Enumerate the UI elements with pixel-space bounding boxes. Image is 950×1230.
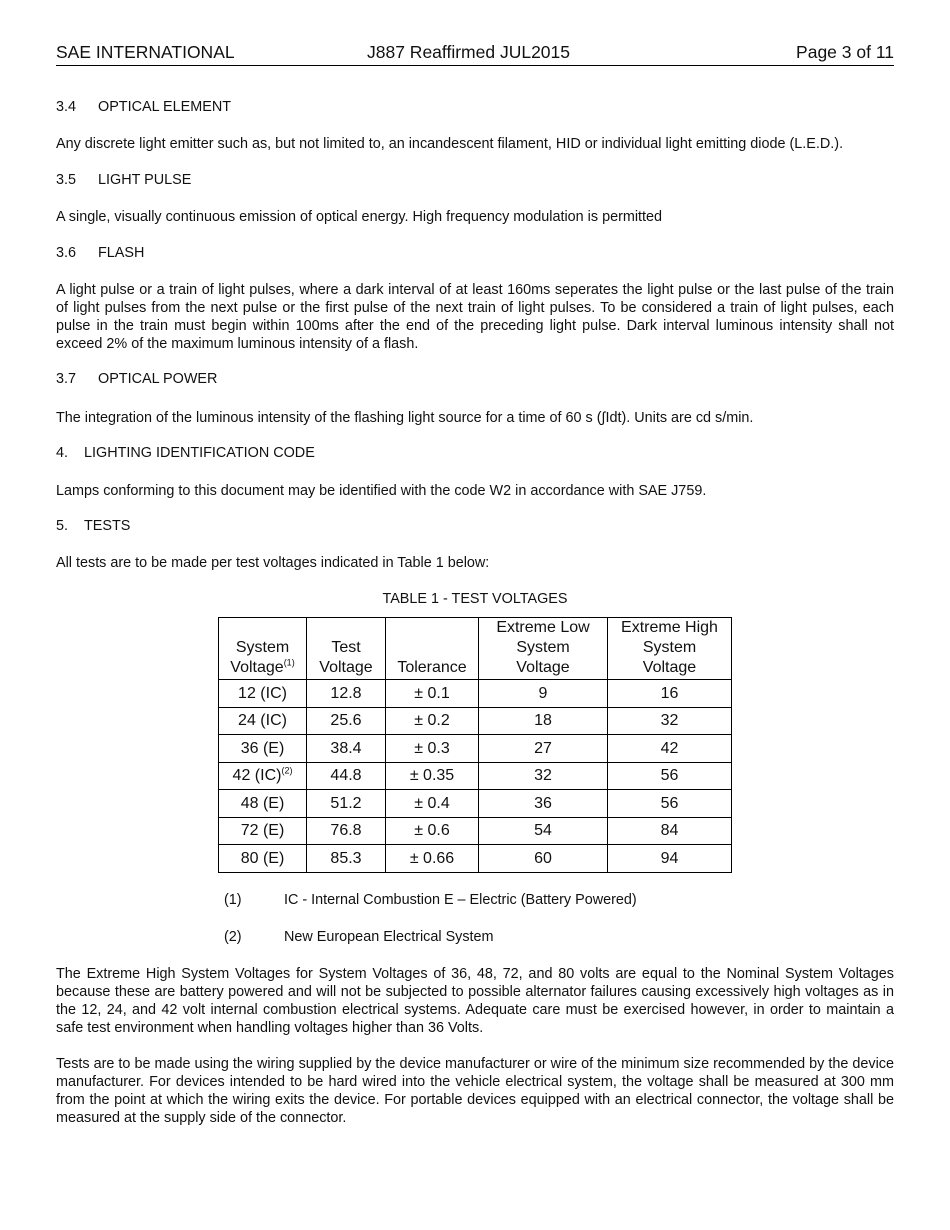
section-3-6-heading bbox=[56, 244, 144, 262]
section-number: 4. bbox=[56, 445, 69, 461]
section-title: TESTS bbox=[84, 518, 131, 534]
cell-system-voltage: 72 (E) bbox=[219, 817, 307, 845]
section-3-5-heading bbox=[56, 171, 191, 189]
cell-tolerance: ± 0.66 bbox=[386, 845, 479, 873]
section-number: 3.7 bbox=[56, 371, 77, 387]
section-number: 5. bbox=[56, 518, 69, 534]
header-doc-id: J887 Reaffirmed JUL2015 bbox=[367, 42, 570, 62]
cell-extreme-high: 56 bbox=[608, 790, 732, 818]
table-row bbox=[219, 707, 732, 735]
table-row bbox=[219, 762, 732, 790]
col-header-test-voltage: Test Voltage bbox=[307, 618, 386, 680]
section-title: LIGHTING IDENTIFICATION CODE bbox=[84, 445, 315, 461]
cell-test-voltage: 38.4 bbox=[307, 735, 386, 763]
section-3-4-heading bbox=[56, 98, 231, 116]
page-header bbox=[56, 43, 894, 66]
cell-tolerance: ± 0.35 bbox=[386, 762, 479, 790]
cell-system-voltage: 42 (IC)$^{(2)}$ bbox=[219, 762, 307, 790]
cell-system-voltage: 12 (IC) bbox=[219, 680, 307, 708]
section-number: 3.6 bbox=[56, 245, 77, 261]
table-note-2 bbox=[224, 928, 494, 946]
cell-tolerance: ± 0.3 bbox=[386, 735, 479, 763]
table-row bbox=[219, 735, 732, 763]
cell-system-voltage: 24 (IC) bbox=[219, 707, 307, 735]
cell-extreme-high: 84 bbox=[608, 817, 732, 845]
cell-tolerance: ± 0.6 bbox=[386, 817, 479, 845]
extreme-voltage-paragraph: The Extreme High System Voltages for System Voltages of 36, 48, 72, and 80 volts are equal to the Nominal System Voltages because these are battery powered and will not be subjected to possible alternator failures causing excessively high voltages as in the 12, 24, and 42 volt internal combustion electrical systems. Adequate care must be exercised however, in order to maintain a safe test environment when handling voltages higher than 36 Volts. bbox=[56, 966, 894, 1036]
col-header-tolerance: Tolerance bbox=[386, 618, 479, 680]
cell-extreme-low: 32 bbox=[479, 762, 608, 790]
section-title: FLASH bbox=[98, 245, 145, 261]
note-number: (2) bbox=[224, 929, 242, 945]
section-3-7-body: The integration of the luminous intensity of the flashing light source for a time of 60 s (∫Idt). Units are cd s/min. bbox=[56, 410, 754, 426]
cell-extreme-high: 94 bbox=[608, 845, 732, 873]
cell-extreme-high: 32 bbox=[608, 707, 732, 735]
table-row bbox=[219, 680, 732, 708]
cell-extreme-high: 56 bbox=[608, 762, 732, 790]
section-5-heading bbox=[56, 517, 130, 535]
table-note-1 bbox=[224, 891, 637, 909]
cell-extreme-low: 27 bbox=[479, 735, 608, 763]
section-4-body: Lamps conforming to this document may be identified with the code W2 in accordance with SAE J759. bbox=[56, 483, 707, 499]
section-number: 3.5 bbox=[56, 172, 77, 188]
cell-tolerance: ± 0.1 bbox=[386, 680, 479, 708]
cell-tolerance: ± 0.2 bbox=[386, 707, 479, 735]
section-3-5-body: A single, visually continuous emission of optical energy. High frequency modulation is permitted bbox=[56, 209, 663, 225]
cell-extreme-low: 9 bbox=[479, 680, 608, 708]
note-text: New European Electrical System bbox=[284, 929, 494, 945]
section-4-heading bbox=[56, 444, 315, 462]
section-title: LIGHT PULSE bbox=[98, 172, 192, 188]
cell-system-voltage: 48 (E) bbox=[219, 790, 307, 818]
table-row bbox=[219, 790, 732, 818]
cell-extreme-low: 60 bbox=[479, 845, 608, 873]
header-page-number: Page 3 of 11 bbox=[796, 42, 894, 62]
section-3-7-heading bbox=[56, 370, 217, 388]
footnote-ref: (2) bbox=[281, 765, 293, 776]
cell-extreme-high: 16 bbox=[608, 680, 732, 708]
table-header-row bbox=[219, 618, 732, 680]
cell-extreme-high: 42 bbox=[608, 735, 732, 763]
note-number: (1) bbox=[224, 892, 242, 908]
col-header-extreme-high: Extreme High System Voltage bbox=[608, 618, 732, 680]
section-title: OPTICAL POWER bbox=[98, 371, 218, 387]
col-header-system-voltage: System Voltage$^{(1)}$ bbox=[219, 618, 307, 680]
note-text: IC - Internal Combustion E – Electric (Battery Powered) bbox=[284, 892, 637, 908]
section-3-6-body: A light pulse or a train of light pulses, where a dark interval of at least 160ms seperates the light pulse or the last pulse of the train of light pulses from the next pulse or the first pulse of the next train of light pulses. To be considered a train of light pulses, each pulse in the train must begin within 100ms after the end of the preceding light pulse. Dark interval luminous intensity shall not exceed 2% of the maximum luminous intensity of a flash. bbox=[56, 282, 894, 352]
cell-test-voltage: 76.8 bbox=[307, 817, 386, 845]
section-number: 3.4 bbox=[56, 99, 77, 115]
cell-test-voltage: 85.3 bbox=[307, 845, 386, 873]
cell-system-voltage: 80 (E) bbox=[219, 845, 307, 873]
section-5-body: All tests are to be made per test voltages indicated in Table 1 below: bbox=[56, 555, 490, 571]
wiring-paragraph: Tests are to be made using the wiring supplied by the device manufacturer or wire of the minimum size recommended by the device manufacturer. For devices intended to be hard wired into the vehicle electrical system, the voltage shall be measured at 300 mm from the point at which the wiring exits the device. For portable devices equipped with an electrical connector, the voltage shall be measured at the supply side of the connector. bbox=[56, 1056, 894, 1126]
cell-test-voltage: 51.2 bbox=[307, 790, 386, 818]
section-title: OPTICAL ELEMENT bbox=[98, 99, 232, 115]
header-org: SAE INTERNATIONAL bbox=[56, 42, 235, 62]
cell-test-voltage: 12.8 bbox=[307, 680, 386, 708]
table-row bbox=[219, 817, 732, 845]
table-row bbox=[219, 845, 732, 873]
footnote-ref: (1) bbox=[283, 657, 295, 668]
cell-extreme-low: 36 bbox=[479, 790, 608, 818]
cell-test-voltage: 44.8 bbox=[307, 762, 386, 790]
cell-tolerance: ± 0.4 bbox=[386, 790, 479, 818]
cell-test-voltage: 25.6 bbox=[307, 707, 386, 735]
test-voltages-table bbox=[218, 617, 732, 873]
cell-extreme-low: 54 bbox=[479, 817, 608, 845]
section-3-4-body: Any discrete light emitter such as, but not limited to, an incandescent filament, HID or individual light emitting diode (L.E.D.). bbox=[56, 136, 844, 152]
cell-system-voltage: 36 (E) bbox=[219, 735, 307, 763]
table-caption: TABLE 1 - TEST VOLTAGES bbox=[382, 591, 568, 607]
cell-extreme-low: 18 bbox=[479, 707, 608, 735]
col-header-extreme-low: Extreme Low System Voltage bbox=[479, 618, 608, 680]
